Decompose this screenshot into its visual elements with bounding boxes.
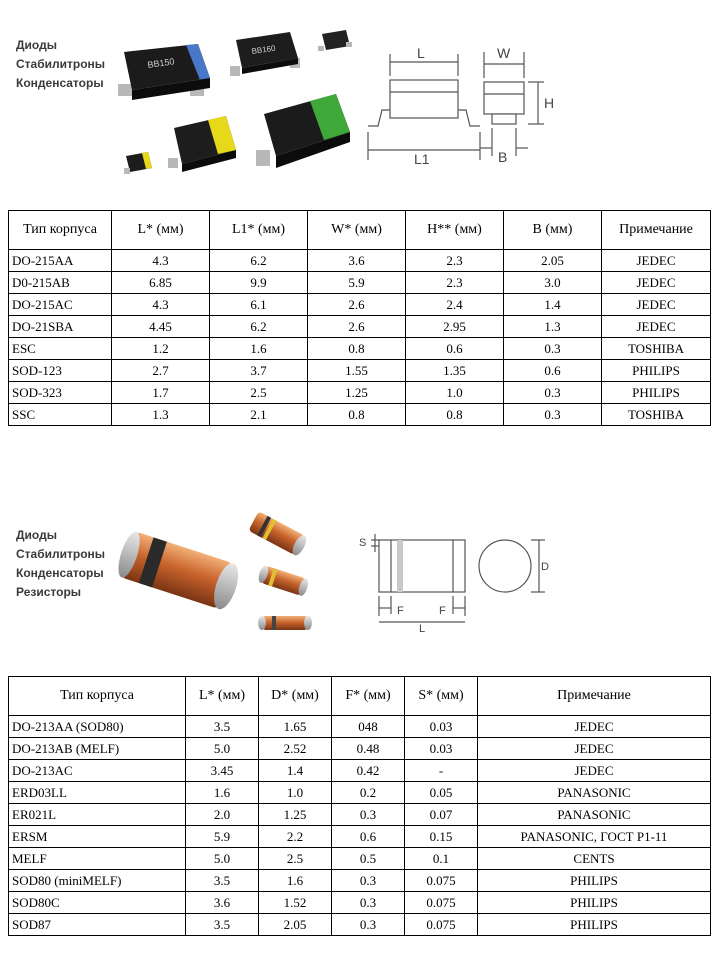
table-row [9,404,711,426]
dimension-cell: - [405,760,478,782]
melf-small-3 [258,616,312,630]
package-type-cell: SSC [9,404,112,426]
dimension-cell: 1.65 [259,716,332,738]
dimension-cell: 1.0 [406,382,504,404]
column-header: L* (мм) [186,677,259,716]
note-cell: PHILIPS [478,892,711,914]
dimension-cell: 0.48 [332,738,405,760]
dimension-cell: 1.4 [504,294,602,316]
dimension-cell: 4.3 [112,294,210,316]
note-cell: JEDEC [602,250,711,272]
melf-package-photo [116,512,316,642]
note-cell: PANASONIC [478,804,711,826]
dim-label-b: B [498,149,508,165]
melf-package-table [8,676,711,936]
table-row [9,760,711,782]
dimension-cell: 2.05 [504,250,602,272]
package-type-cell: SOD-323 [9,382,112,404]
package-type-cell: SOD80 (miniMELF) [9,870,186,892]
dim-label-d: D [541,561,549,573]
dimension-cell: 2.95 [406,316,504,338]
dim-label-l1: L1 [414,151,430,167]
note-cell: PHILIPS [478,870,711,892]
table-row [9,272,711,294]
dimension-cell: 6.85 [112,272,210,294]
package-type-cell: DO-213AB (MELF) [9,738,186,760]
dim-label-h: H [544,95,555,111]
caption-1-line: Стабилитроны [16,57,106,71]
dimension-cell: 1.6 [210,338,308,360]
table-row [9,738,711,760]
dimension-cell: 4.45 [112,316,210,338]
dimension-cell: 0.3 [332,804,405,826]
caption-2-line: Резисторы [16,585,82,599]
dimension-cell: 3.7 [210,360,308,382]
chip-large-green [256,94,350,168]
column-header: Тип корпуса [9,211,112,250]
dimension-cell: 2.0 [186,804,259,826]
dimension-cell: 0.075 [405,870,478,892]
dimension-cell: 6.2 [210,316,308,338]
chip-small-yellow [124,152,152,174]
dimension-cell: 2.3 [406,250,504,272]
caption-1-line: Диоды [16,38,57,52]
dimension-cell: 3.5 [186,716,259,738]
dim-label-f: F [439,605,446,617]
dimension-cell: 0.1 [405,848,478,870]
dimension-cell: 1.25 [308,382,406,404]
dimension-cell: 5.0 [186,848,259,870]
chip-tiny-top [318,30,352,51]
note-cell: PHILIPS [602,360,711,382]
dimension-cell: 2.52 [259,738,332,760]
table-row [9,716,711,738]
dimension-cell: 0.6 [406,338,504,360]
dimension-cell: 2.1 [210,404,308,426]
dimension-cell: 2.7 [112,360,210,382]
dimension-cell: 0.03 [405,738,478,760]
melf-small-2 [257,564,310,597]
package-type-cell: SOD80C [9,892,186,914]
package-type-cell: DO-213AA (SOD80) [9,716,186,738]
note-cell: JEDEC [478,738,711,760]
caption-2-line: Конденсаторы [16,566,104,580]
dimension-cell: 0.3 [332,892,405,914]
column-header: B (мм) [504,211,602,250]
package-type-cell: MELF [9,848,186,870]
dimension-cell: 3.5 [186,914,259,936]
dimension-cell: 1.35 [406,360,504,382]
note-cell: PHILIPS [602,382,711,404]
dimension-cell: 1.3 [112,404,210,426]
column-header: S* (мм) [405,677,478,716]
dimension-cell: 6.1 [210,294,308,316]
dim-label-l: L [417,45,425,61]
dimension-cell: 1.52 [259,892,332,914]
table-row [9,338,711,360]
caption-2-line: Стабилитроны [16,547,106,561]
dimension-cell: 4.3 [112,250,210,272]
dimension-cell: 3.5 [186,870,259,892]
dimension-cell: 0.5 [332,848,405,870]
table-row [9,804,711,826]
dimension-cell: 0.8 [308,338,406,360]
dimension-cell: 1.55 [308,360,406,382]
chip-marking: BB150 [146,56,176,70]
caption-1 [16,36,105,93]
dimension-cell: 0.075 [405,892,478,914]
note-cell: CENTS [478,848,711,870]
package-type-cell: ERSM [9,826,186,848]
dimension-cell: 3.0 [504,272,602,294]
column-header: Примечание [602,211,711,250]
dim-label-l: L [419,623,426,635]
column-header: Примечание [478,677,711,716]
table-header-row [9,211,711,250]
package-type-cell: DO-215AA [9,250,112,272]
table-row [9,382,711,404]
table-row [9,914,711,936]
table-row [9,870,711,892]
dimension-cell: 1.0 [259,782,332,804]
note-cell: TOSHIBA [602,338,711,360]
smd-dimension-drawing [368,40,558,170]
dimension-cell: 3.45 [186,760,259,782]
dimension-cell: 0.05 [405,782,478,804]
dimension-cell: 3.6 [308,250,406,272]
dimension-cell: 0.075 [405,914,478,936]
package-type-cell: ERD03LL [9,782,186,804]
table-row [9,316,711,338]
package-type-cell: ESC [9,338,112,360]
dimension-cell: 9.9 [210,272,308,294]
dimension-cell: 0.3 [504,382,602,404]
caption-2-line: Диоды [16,528,57,542]
chip-marking: BB160 [251,43,277,56]
column-header: L1* (мм) [210,211,308,250]
table-row [9,250,711,272]
dimension-cell: 0.6 [504,360,602,382]
chip-medium-yellow [168,116,236,172]
dimension-cell: 2.5 [210,382,308,404]
dimension-cell: 048 [332,716,405,738]
note-cell: PHILIPS [478,914,711,936]
note-cell: JEDEC [478,716,711,738]
dimension-cell: 1.2 [112,338,210,360]
dimension-cell: 1.4 [259,760,332,782]
chip-large-blue [118,44,210,100]
dimension-cell: 0.3 [504,338,602,360]
note-cell: JEDEC [478,760,711,782]
dim-label-s: S [359,537,367,549]
table-header-row [9,677,711,716]
dimension-cell: 3.6 [186,892,259,914]
package-type-cell: DO-213AC [9,760,186,782]
package-type-cell: DO-215AC [9,294,112,316]
dimension-cell: 5.9 [308,272,406,294]
dimension-cell: 1.7 [112,382,210,404]
package-type-cell: SOD87 [9,914,186,936]
dimension-cell: 0.3 [504,404,602,426]
dim-label-w: W [497,45,511,61]
package-type-cell: D0-215AB [9,272,112,294]
melf-dimension-drawing [355,526,555,636]
dimension-cell: 6.2 [210,250,308,272]
column-header: F* (мм) [332,677,405,716]
dimension-cell: 5.0 [186,738,259,760]
note-cell: PANASONIC, ГОСТ Р1-11 [478,826,711,848]
column-header: H** (мм) [406,211,504,250]
table-row [9,294,711,316]
column-header: Тип корпуса [9,677,186,716]
column-header: L* (мм) [112,211,210,250]
dimension-cell: 0.15 [405,826,478,848]
dimension-cell: 2.2 [259,826,332,848]
package-type-cell: DO-21SBA [9,316,112,338]
dimension-cell: 2.6 [308,316,406,338]
dimension-cell: 0.3 [332,870,405,892]
dimension-cell: 1.6 [259,870,332,892]
package-type-cell: ER021L [9,804,186,826]
package-type-cell: SOD-123 [9,360,112,382]
caption-1-line: Конденсаторы [16,76,104,90]
dimension-cell: 2.5 [259,848,332,870]
dimension-cell: 1.6 [186,782,259,804]
melf-large [114,529,243,612]
dimension-cell: 5.9 [186,826,259,848]
note-cell: JEDEC [602,272,711,294]
dimension-cell: 0.2 [332,782,405,804]
smd-package-photo [118,18,358,188]
dimension-cell: 1.25 [259,804,332,826]
dimension-cell: 0.3 [332,914,405,936]
dimension-cell: 2.05 [259,914,332,936]
note-cell: TOSHIBA [602,404,711,426]
dimension-cell: 2.4 [406,294,504,316]
table-row [9,360,711,382]
chip-medium-top [230,32,300,76]
dimension-cell: 0.6 [332,826,405,848]
table-row [9,892,711,914]
dimension-cell: 2.6 [308,294,406,316]
note-cell: PANASONIC [478,782,711,804]
table-row [9,826,711,848]
dimension-cell: 0.03 [405,716,478,738]
dimension-cell: 0.07 [405,804,478,826]
melf-small-1 [248,511,309,557]
table-row [9,782,711,804]
note-cell: JEDEC [602,316,711,338]
dim-label-f: F [397,605,404,617]
dimension-cell: 0.8 [308,404,406,426]
table-row [9,848,711,870]
smd-package-table [8,210,711,426]
caption-2 [16,526,105,602]
column-header: W* (мм) [308,211,406,250]
dimension-cell: 0.42 [332,760,405,782]
note-cell: JEDEC [602,294,711,316]
dimension-cell: 2.3 [406,272,504,294]
dimension-cell: 1.3 [504,316,602,338]
column-header: D* (мм) [259,677,332,716]
dimension-cell: 0.8 [406,404,504,426]
